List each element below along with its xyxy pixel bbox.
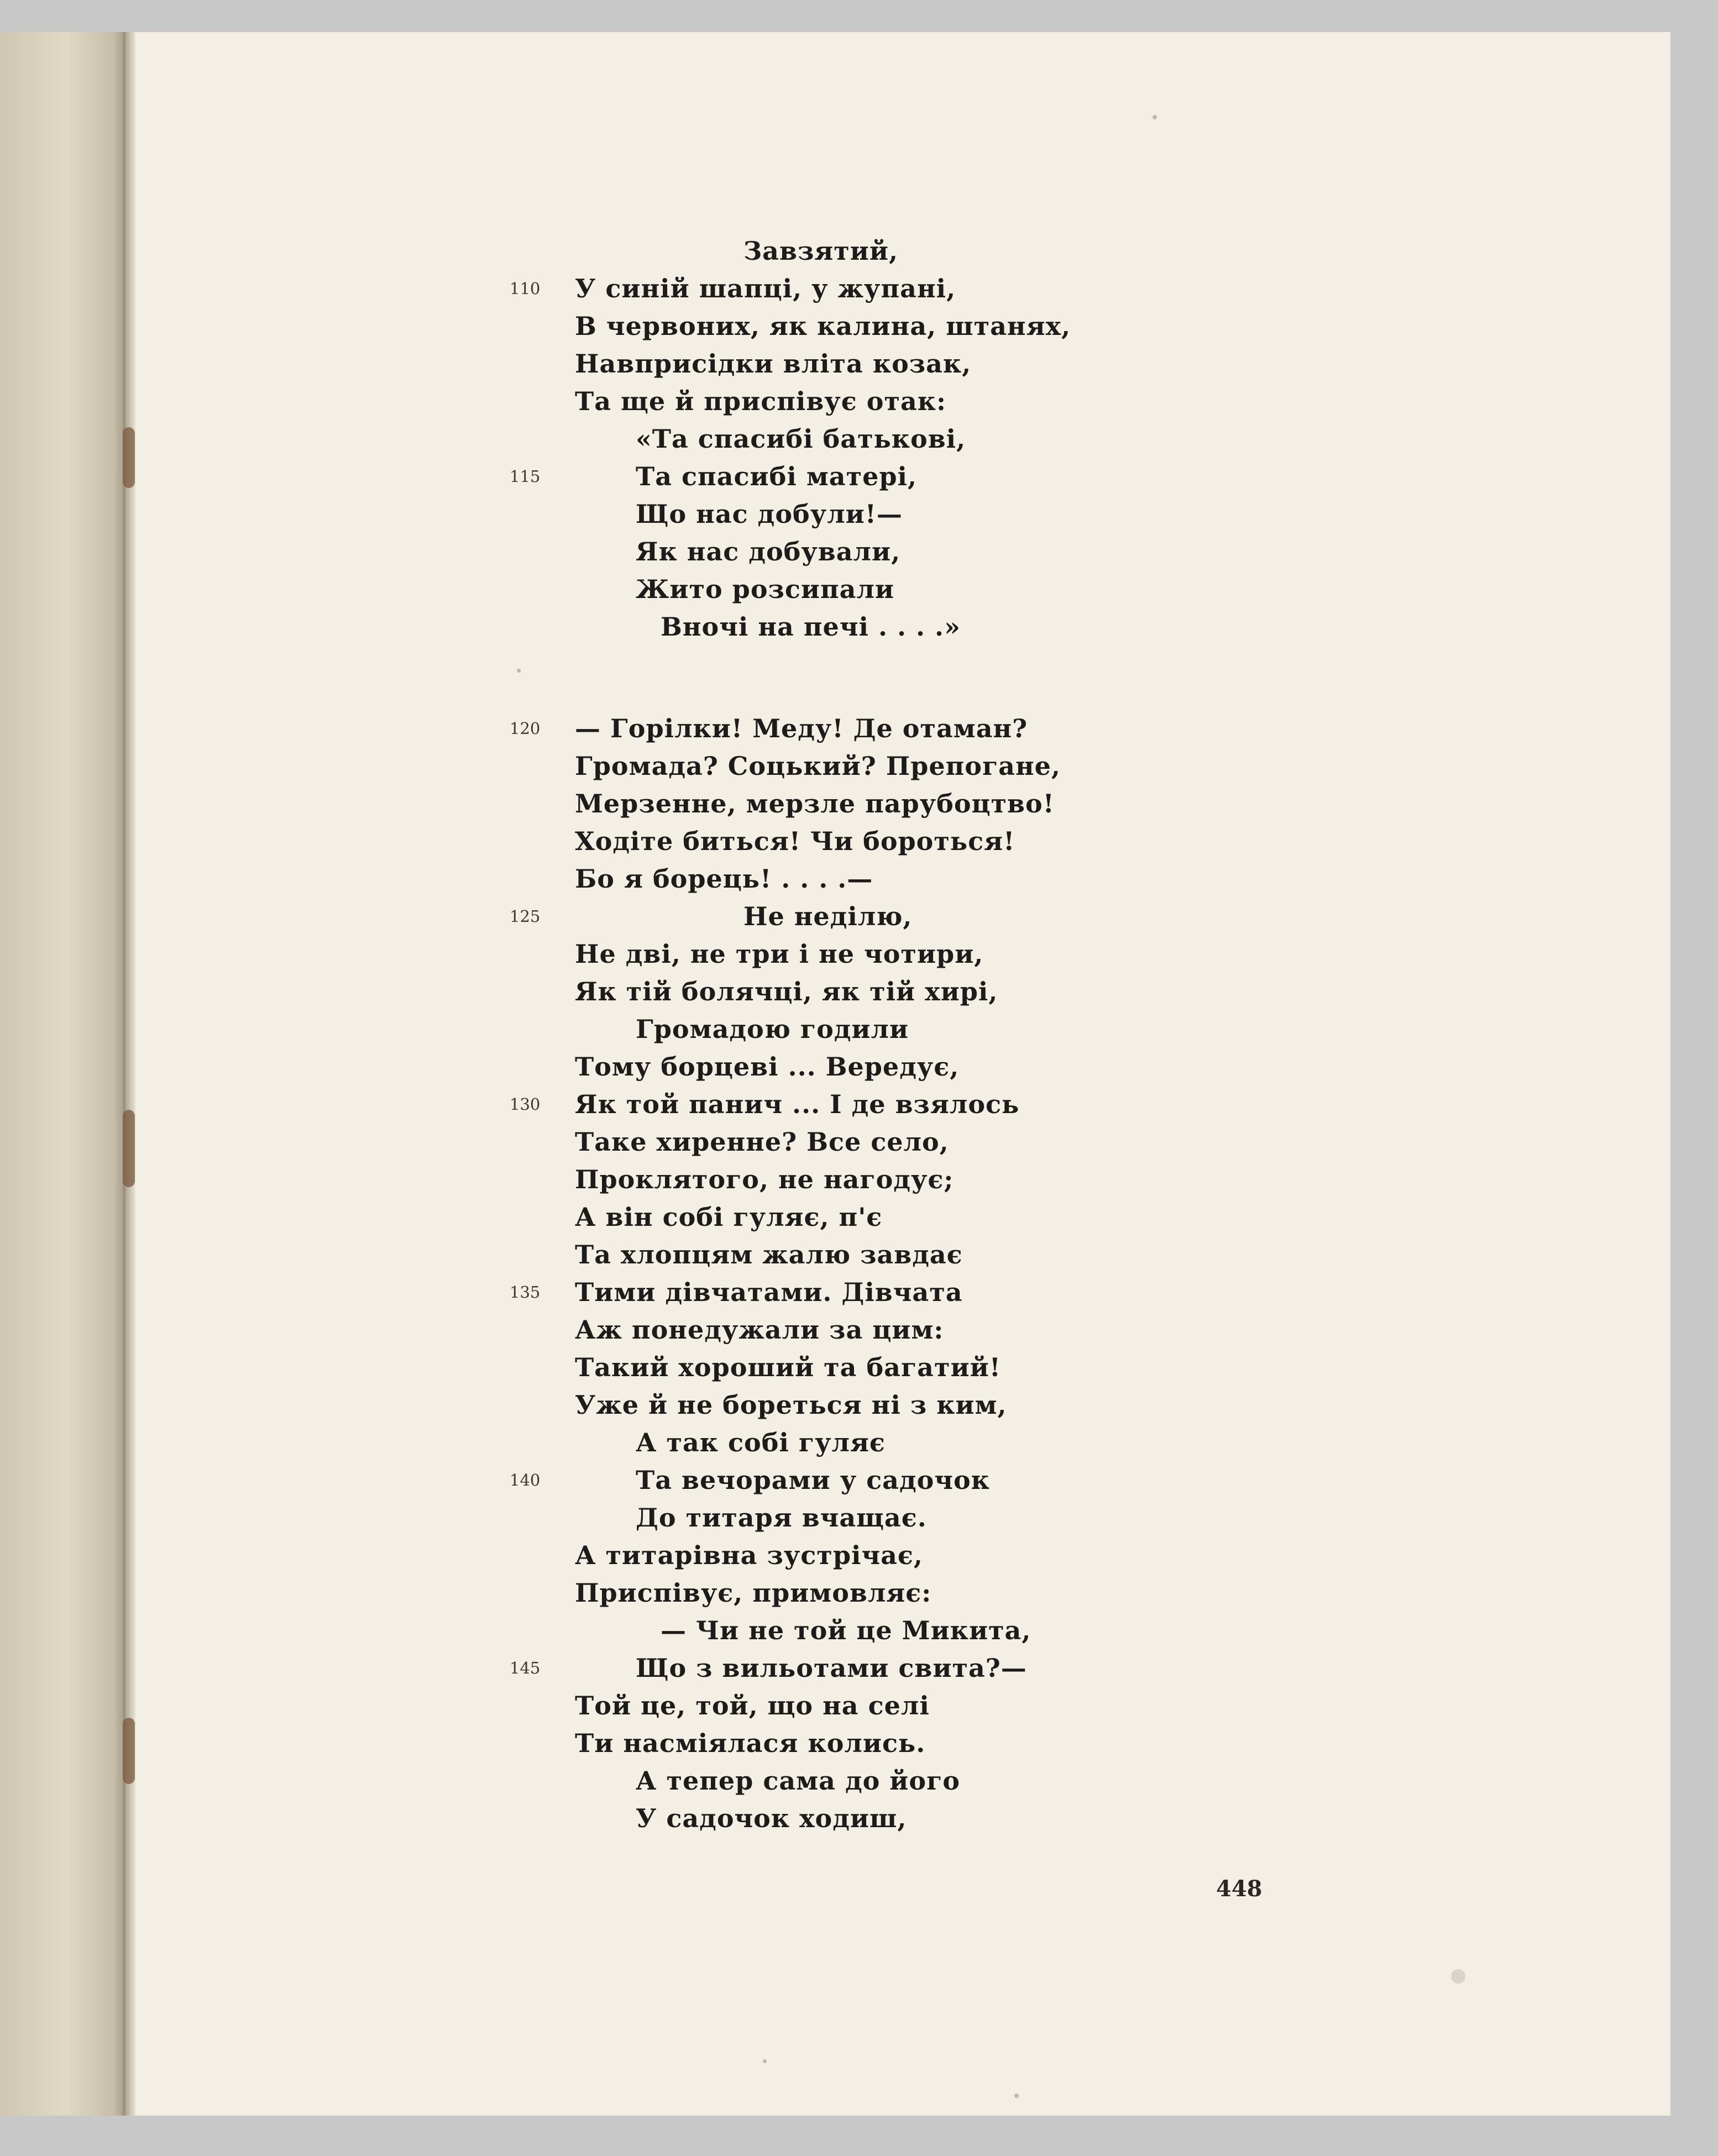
- line-number: 130: [510, 1095, 541, 1114]
- poem-line: Що з вильотами свита?—: [636, 1653, 1027, 1683]
- poem-line: Та спасибі матері,: [636, 461, 918, 491]
- line-number: 115: [510, 467, 541, 486]
- poem-line: Аж понедужали за цим:: [575, 1315, 944, 1345]
- poem-line: У садочок ходиш,: [636, 1803, 907, 1833]
- poem-line: Тому борцеві ... Вередує,: [575, 1052, 960, 1082]
- poem-line: А титарівна зустрічає,: [575, 1540, 923, 1570]
- line-number: 110: [510, 279, 541, 298]
- poem-line: До титаря вчащає.: [636, 1503, 927, 1533]
- poem-line: В червоних, як калина, штанях,: [575, 311, 1071, 341]
- poem-line: Той це, той, що на селі: [575, 1691, 930, 1720]
- poem-line: — Горілки! Меду! Де отаман?: [575, 714, 1028, 743]
- poem-line: Приспівує, примовляє:: [575, 1578, 932, 1608]
- poem-line: Як тій болячці, як тій хирі,: [575, 977, 998, 1006]
- poem-line: Проклятого, не нагодує;: [575, 1164, 954, 1194]
- poem-line: Як нас добували,: [636, 537, 901, 566]
- poem-line: Уже й не бореться ні з ким,: [575, 1390, 1007, 1420]
- poem-line: Жито розсипали: [636, 574, 895, 604]
- book-page: [0, 32, 1670, 2116]
- poem-line: А він собі гуляє, п'є: [575, 1202, 883, 1232]
- poem-line: Громадою годили: [636, 1014, 909, 1044]
- line-number: 135: [510, 1283, 541, 1302]
- line-number: 145: [510, 1659, 541, 1677]
- poem-line: Не неділю,: [743, 901, 913, 931]
- poem-line: Навприсідки вліта козак,: [575, 349, 972, 379]
- poem-line: Що нас добули!—: [636, 499, 903, 529]
- poem-line: «Та спасибі батькові,: [636, 424, 966, 454]
- poem-line: Бо я борець! . . . .—: [575, 864, 873, 894]
- poem-line: Та хлопцям жалю завдає: [575, 1240, 963, 1270]
- poem-line: Як той панич ... І де взялось: [575, 1089, 1020, 1119]
- poem-line: Ходіте биться! Чи бороться!: [575, 826, 1015, 856]
- poem-line: Вночі на печі . . . .»: [661, 612, 961, 642]
- line-number: 140: [510, 1471, 541, 1489]
- poem-text: [0, 32, 1670, 2116]
- page-number: 448: [1216, 1876, 1263, 1902]
- poem-line: Тими дівчатами. Дівчата: [575, 1277, 963, 1307]
- poem-line: Громада? Соцький? Препогане,: [575, 751, 1061, 781]
- poem-line: Завзятий,: [743, 236, 899, 266]
- poem-line: Таке хиренне? Все село,: [575, 1127, 949, 1157]
- poem-line: — Чи не той це Микита,: [661, 1615, 1031, 1645]
- line-number: 120: [510, 719, 541, 738]
- poem-line: А так собі гуляє: [636, 1428, 886, 1457]
- poem-line: А тепер сама до його: [636, 1766, 960, 1796]
- poem-line: Не дві, не три і не чотири,: [575, 939, 984, 969]
- poem-line: Такий хороший та багатий!: [575, 1352, 1001, 1382]
- line-number: 125: [510, 907, 541, 926]
- poem-line: Мерзенне, мерзле парубоцтво!: [575, 789, 1055, 819]
- poem-line: Ти насміялася колись.: [575, 1728, 926, 1758]
- poem-line: У синій шапці, у жупані,: [575, 274, 956, 303]
- poem-line: Та вечорами у садочок: [636, 1465, 990, 1495]
- poem-line: Та ще й приспівує отак:: [575, 386, 946, 416]
